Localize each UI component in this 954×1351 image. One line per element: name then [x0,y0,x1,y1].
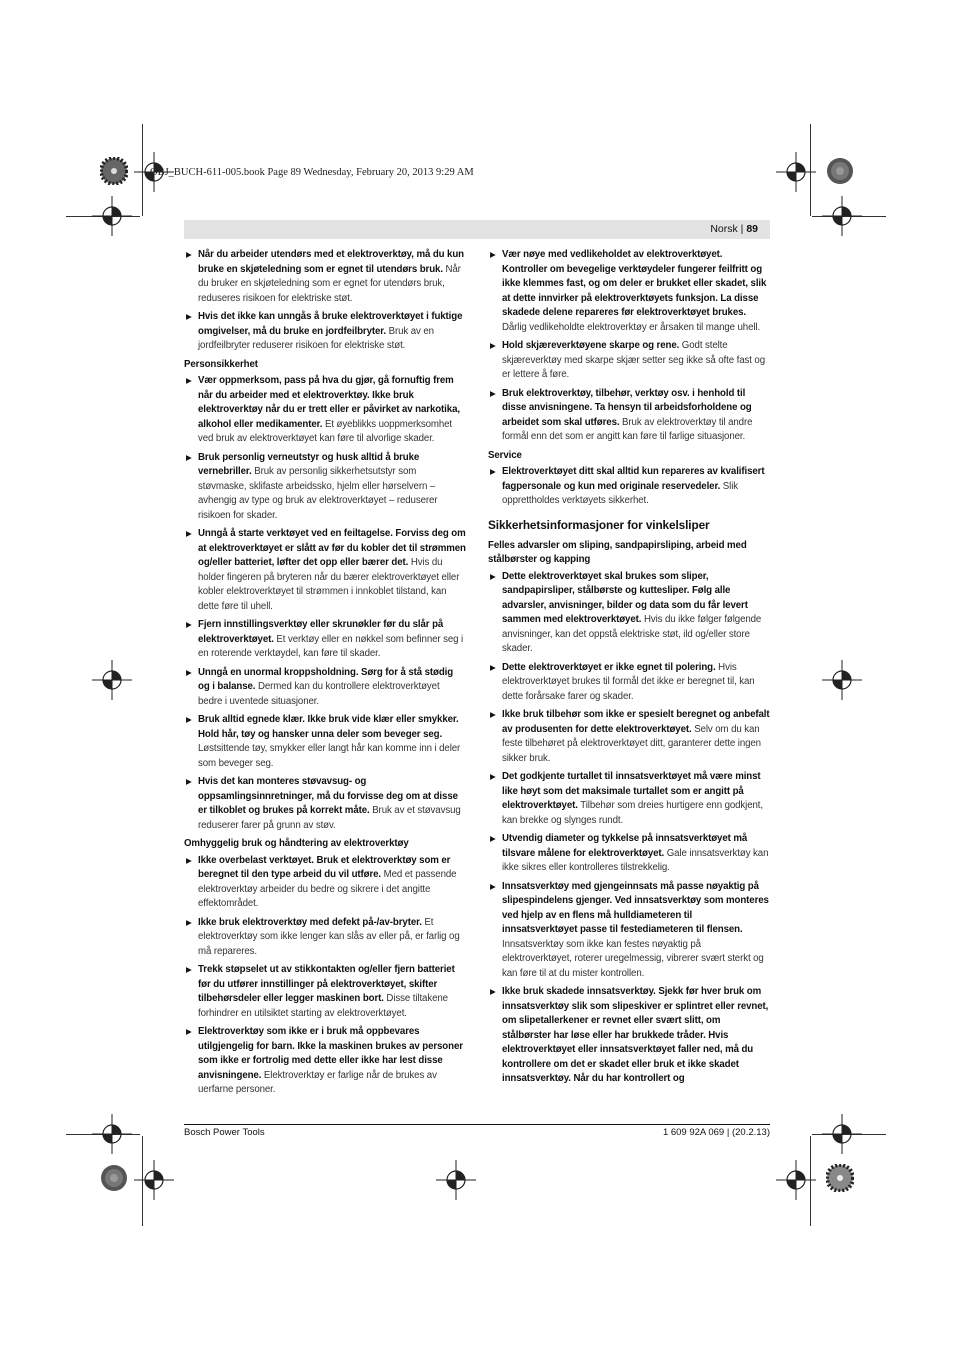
bullet-strong-text: Hvis det kan monteres støvavsug- og oppsamlingsinnretninger, må du forvisse deg om at disse er tilkoblet og brukes på korrekt måte. [198,776,458,816]
bullet-strong-text: Når du arbeider utendørs med et elektroverktøy, må du kun bruke en skjøteledning som er egnet til utendørs bruk. [198,249,464,275]
header-separator: | [740,223,744,235]
registration-mark-icon [776,152,816,192]
safety-bullet [184,527,466,614]
bullet-body-text: Hvis elektroverktøyet brukes til formål det ikke er beregnet til, kan dette forårsake farer og skader. [502,661,755,702]
safety-bullet [488,985,770,1087]
color-wheel-icon [100,157,128,185]
color-wheel-icon [100,1164,128,1192]
safety-bullet [184,310,466,354]
safety-bullet [488,387,770,445]
registration-mark-icon [92,660,132,700]
bullet-strong-text: Vær nøye med vedlikeholdet av elektroverktøyet. Kontroller om bevegelige verktøydeler fungerer feilfritt og ikke klemmes fast, og om deler er brukket eller skadet, slik at dette innvirker på elektroverktøyets funksjon. La disse skadede delene repareres før elektroverktøyet brukes. [502,249,767,318]
safety-bullet [488,708,770,766]
bullet-body-text: Godt stelte skjæreverktøy med skarpe skjær setter seg ikke så ofte fast og er lettere å føre. [502,340,765,380]
bullet-body-text: Hvis du ikke følger følgende anvisninger, kan det oppstå elektriske støt, ild og/eller store skader. [502,614,762,654]
bullet-strong-text: Ikke bruk tilbehør som ikke er spesielt beregnet og anbefalt av produsenten for dette elektroverktøyet. [502,709,770,735]
bullet-body-text: Et øyeblikks uoppmerksomhet ved bruk av elektroverktøyet kan føre til alvorlige skader. [198,418,453,444]
bullet-body-text: Disse tiltakene forhindrer en utilsiktet starting av elektroverktøyet. [198,993,448,1019]
safety-bullet [184,248,466,306]
bullet-strong-text: Trekk støpselet ut av stikkontakten og/eller fjern batteriet før du utfører innstillinger på elektroverktøyet, skifter tilbehørsdeler eller legger maskinen bort. [198,964,455,1004]
safety-bullet [184,1025,466,1098]
bullet-body-text: Tilbehør som dreies hurtigere enn godkjent, kan brekke og slynges rundt. [502,800,763,826]
safety-bullet [184,775,466,833]
bullet-strong-text: Unngå å starte verktøyet ved en feiltagelse. Forviss deg om at elektroverktøyet er slått av før du kobler det til strømmen og/eller batteriet, løfter det opp eller bærer det. [198,528,466,568]
footer-brand: Bosch Power Tools [184,1127,265,1138]
bullet-strong-text: Det godkjente turtallet til innsatsverktøyet må være minst like høyt som det maksimale turtallet som er angitt på elektroverktøyet. [502,771,761,811]
bullet-strong-text: Bruk personlig verneutstyr og husk alltid å bruke vernebriller. [198,451,420,477]
safety-bullet [488,248,770,335]
bullet-body-text: Bruk av en jordfeilbryter reduserer risikoen for elektriske støt. [198,325,434,351]
bullet-strong-text: Innsatsverktøy med gjengeinnsats må passe nøyaktig på slipespindelens gjenger. Ved innsatsverktøy som monteres ved hjelp av en flens må hulldiameteren til innsatsverktøyet passe til festediameteren til flensen. [502,880,769,935]
bullet-strong-text: Ikke overbelast verktøyet. Bruk et elektroverktøy som er beregnet til den type arbeid du vil utføre. [198,854,451,880]
safety-bullet [488,570,770,657]
section-heading: Omhyggelig bruk og håndtering av elektroverktøy [184,838,409,849]
bullet-body-text: Dårlig vedlikeholdte elektroverktøy er årsaken til mange uhell. [502,321,761,333]
bullet-strong-text: Utvendig diameter og tykkelse på innsatsverktøyet må tilsvare målene for elektroverktøyet. [502,833,748,859]
right-column [488,248,770,1091]
registration-mark-icon [776,1160,816,1200]
footer-doc-number: 1 609 92A 069 | (20.2.13) [662,1127,770,1138]
registration-mark-icon [134,1160,174,1200]
safety-bullet [184,963,466,1021]
bullet-body-text: Bruk av et støvavsug reduserer farer på grunn av støv. [198,805,461,831]
bullet-strong-text: Vær oppmerksom, pass på hva du gjør, gå fornuftig frem når du arbeider med et elektroverktøy. Ikke bruk elektroverktøy når du er trett eller er påvirket av narkotika, alkohol eller medikamenter. [198,375,460,430]
safety-bullet [184,451,466,524]
language-label: Norsk [710,223,738,235]
color-wheel-icon [826,157,854,185]
registration-mark-icon [436,1160,476,1200]
bullet-body-text: Løstsittende tøy, smykker eller langt hår kan komme inn i deler som beveger seg. [198,743,461,769]
bullet-body-text: Slik opprettholdes verktøyets sikkerhet. [502,480,739,506]
registration-mark-icon [822,196,862,236]
safety-bullet [488,465,770,509]
print-info-line: OBJ_BUCH-611-005.book Page 89 Wednesday, February 20, 2013 9:29 AM [150,167,474,178]
section-heading: Service [488,449,522,461]
bullet-body-text: Elektroverktøy er farlige når de brukes av uerfarne personer. [198,1069,437,1095]
page-number: 89 [746,223,758,235]
registration-mark-icon [92,1114,132,1154]
registration-mark-icon [822,1114,862,1154]
bullet-body-text: Bruk av personlig sikkerhetsutstyr som støvmaske, sklifaste arbeidssko, hjelm eller hørselvern – avhengig av type og bruk av elektroverktøyet – reduserer risikoen for skader. [198,466,438,521]
bullet-body-text: Bruk av elektroverktøy til andre formål enn det som er angitt kan føre til farlige situasjoner. [502,416,753,442]
safety-bullet [488,770,770,828]
bullet-body-text: Hvis du holder fingeren på bryteren når du bærer elektroverktøyet eller kobler elektroverktøyet til strømmen i innkoblet tilstand, kan dette føre til uhell. [198,557,460,612]
section-heading: Personsikkerhet [184,358,258,370]
bullet-strong-text: Ikke bruk skadede innsatsverktøy. Sjekk før hver bruk om innsatsverktøy slik som slipeskiver er splintret eller revnet, om slipetallerkener er revnet eller svært slitt, om stålbørster har løse eller har brukkede tråder. Hvis elektroverktøyet eller innsatsverktøyet faller ned, må du kontrollere om det er skadet eller bruk et ikke skadet innsatsverktøy. Når du har kontrollert og [502,986,769,1084]
safety-bullet [184,666,466,710]
bullet-strong-text: Hvis det ikke kan unngås å bruke elektroverktøyet i fuktige omgivelser, må du bruke en jordfeilbryter. [198,311,463,337]
bullet-strong-text: Unngå en unormal kroppsholdning. Sørg for å stå stødig og i balanse. [198,666,454,692]
bullet-strong-text: Dette elektroverktøyet skal brukes som sliper, sandpapirsliper, stålbørste og kuttesliper. Følg alle advarsler, anvisninger, bilder og data som du får levert sammen med elektroverktøyet. [502,570,748,625]
bullet-strong-text: Hold skjæreverktøyene skarpe og rene. [502,340,680,351]
safety-bullet [488,832,770,876]
safety-bullet [184,374,466,447]
left-column [184,248,466,1102]
bullet-body-text: Selv om du kan feste tilbehøret på elektroverktøyet ditt, garanterer dette ingen sikker bruk. [502,723,761,764]
safety-bullet [184,618,466,662]
bullet-strong-text: Bruk elektroverktøy, tilbehør, verktøy osv. i henhold til disse anvisningene. Ta hensyn til arbeidsforholdene og arbeidet som skal utføres. [502,387,752,428]
bullet-body-text: Et verktøy eller en nøkkel som befinner seg i en roterende verktøydel, kan føre til skader. [198,633,464,659]
bullet-strong-text: Fjern innstillingsverktøy eller skrunøkler før du slår på elektroverktøyet. [198,619,444,645]
registration-mark-icon [92,196,132,236]
bullet-body-text: Et elektroverktøy som ikke lenger kan slås av eller på, er farlig og må repareres. [198,916,460,957]
page-header-bar [184,220,770,239]
safety-bullet [488,339,770,383]
page-header [710,223,758,235]
safety-bullet [184,916,466,960]
footer-rule [184,1124,770,1125]
color-wheel-icon [826,1164,854,1192]
safety-bullet [488,880,770,982]
registration-mark-icon [822,660,862,700]
bullet-strong-text: Elektroverktøyet ditt skal alltid kun repareres av kvalifisert fagpersonale og kun med originale reservedeler. [502,466,765,492]
safety-bullet [184,713,466,771]
safety-bullet [184,854,466,912]
bullet-body-text: Når du bruker en skjøteledning som er egnet for utendørs bruk, reduseres risikoen for elektriske støt. [198,263,461,304]
bullet-strong-text: Dette elektroverktøyet er ikke egnet til polering. [502,661,716,673]
safety-bullet [488,661,770,705]
bullet-body-text: Innsatsverktøy som ikke kan festes nøyaktig på elektroverktøyet, roterer uregelmessig, vibrerer svært sterkt og kan føre til at du mister kontrollen. [502,938,764,979]
section-heading: Felles advarsler om sliping, sandpapirsliping, arbeid med stålbørster og kapping [488,539,747,565]
bullet-strong-text: Ikke bruk elektroverktøy med defekt på-/av-bryter. [198,916,422,928]
bullet-strong-text: Bruk alltid egnede klær. Ikke bruk vide klær eller smykker. Hold hår, tøy og hansker unna deler som beveger seg. [198,714,459,740]
bullet-body-text: Dermed kan du kontrollere elektroverktøyet bedre i uventede situasjoner. [198,681,440,707]
bullet-body-text: Med et passende elektroverktøy arbeider du bedre og sikrere i det angitte effektområdet. [198,869,457,909]
bullet-strong-text: Elektroverktøy som ikke er i bruk må oppbevares utilgjengelig for barn. Ikke la maskinen brukes av personer som ikke er fortrolig med dette eller ikke har lest disse anvisningene. [198,1026,463,1081]
bullet-body-text: Gale innsatsverktøy kan ikke sikres eller kontrolleres tilstrekkelig. [502,847,769,873]
section-title: Sikkerhetsinformasjoner for vinkelsliper [488,517,710,532]
